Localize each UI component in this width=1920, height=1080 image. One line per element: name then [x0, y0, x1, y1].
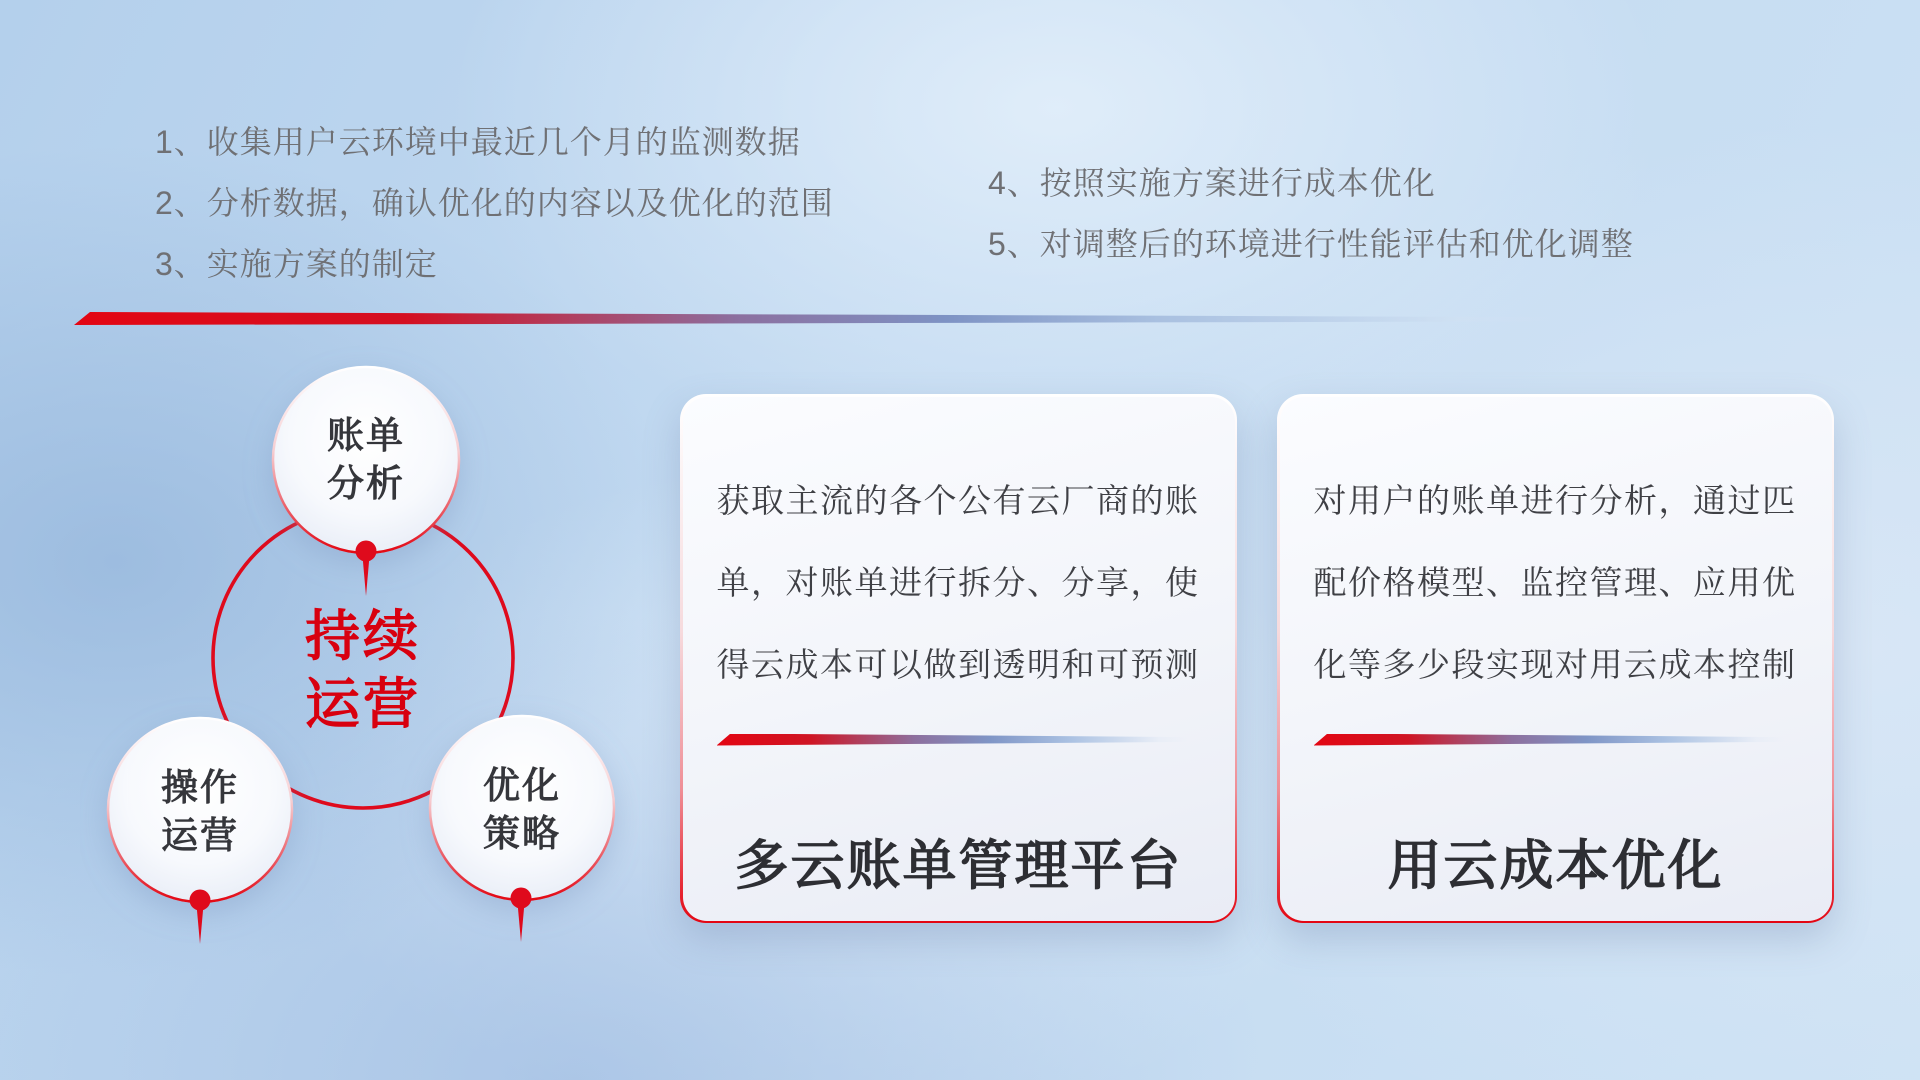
node-label-operation-line1: 操作	[161, 767, 239, 808]
card-body-line: 单，对账单进行拆分、分享，使	[716, 563, 1200, 601]
card-body-line: 得云成本可以做到透明和可预测	[716, 645, 1200, 683]
step-item-3: 3、实施方案的制定	[155, 246, 438, 282]
node-label-optimization-strategy-line2: 策略	[483, 813, 561, 854]
connector-dot-left	[190, 890, 211, 911]
card-body-line: 配价格模型、监控管理、应用优	[1313, 563, 1797, 601]
process-steps-left	[155, 112, 834, 295]
card-body	[717, 460, 1209, 706]
node-label-operation-line2: 运营	[161, 815, 239, 856]
card-accent-gradient-line	[717, 734, 1187, 746]
node-circle-operation	[108, 718, 292, 902]
node-circle-billing-analysis	[273, 367, 459, 553]
card-title: 多云账单管理平台	[734, 835, 1183, 896]
connector-dot-right	[511, 888, 532, 909]
card-multicloud-billing-platform-inner	[683, 397, 1235, 921]
card-cloud-cost-optimization	[1277, 394, 1834, 923]
step-item-4: 4、按照实施方案进行成本优化	[988, 165, 1436, 201]
card-accent-gradient-line	[1314, 734, 1784, 746]
card-cloud-cost-optimization-inner	[1280, 397, 1832, 921]
cycle-center-label-line2: 运营	[304, 673, 422, 735]
cycle-center-label-line1: 持续	[304, 605, 422, 667]
card-body-line: 对用户的账单进行分析，通过匹	[1313, 481, 1797, 519]
section-divider-gradient-line	[74, 312, 1579, 325]
connector-tail-left	[197, 905, 204, 944]
node-label-billing-analysis-line2: 分析	[327, 463, 405, 504]
node-circle-optimization-strategy	[430, 716, 614, 900]
card-title: 用云成本优化	[1387, 835, 1724, 896]
connector-tail-right	[518, 903, 525, 942]
card-body-line: 化等多少段实现对用云成本控制	[1313, 645, 1797, 683]
card-body	[1314, 460, 1806, 706]
card-body-line: 获取主流的各个公有云厂商的账	[716, 481, 1200, 519]
connector-dot-top	[356, 541, 377, 562]
step-item-2: 2、分析数据，确认优化的内容以及优化的范围	[155, 185, 834, 221]
node-label-optimization-strategy-line1: 优化	[483, 765, 561, 806]
node-label-billing-analysis-line1: 账单	[327, 415, 405, 456]
process-steps-right	[988, 153, 1634, 275]
step-item-1: 1、收集用户云环境中最近几个月的监测数据	[155, 124, 801, 160]
step-item-5: 5、对调整后的环境进行性能评估和优化调整	[988, 226, 1634, 262]
connector-tail-top	[363, 556, 370, 596]
cycle-diagram	[80, 340, 640, 960]
card-multicloud-billing-platform	[680, 394, 1237, 923]
